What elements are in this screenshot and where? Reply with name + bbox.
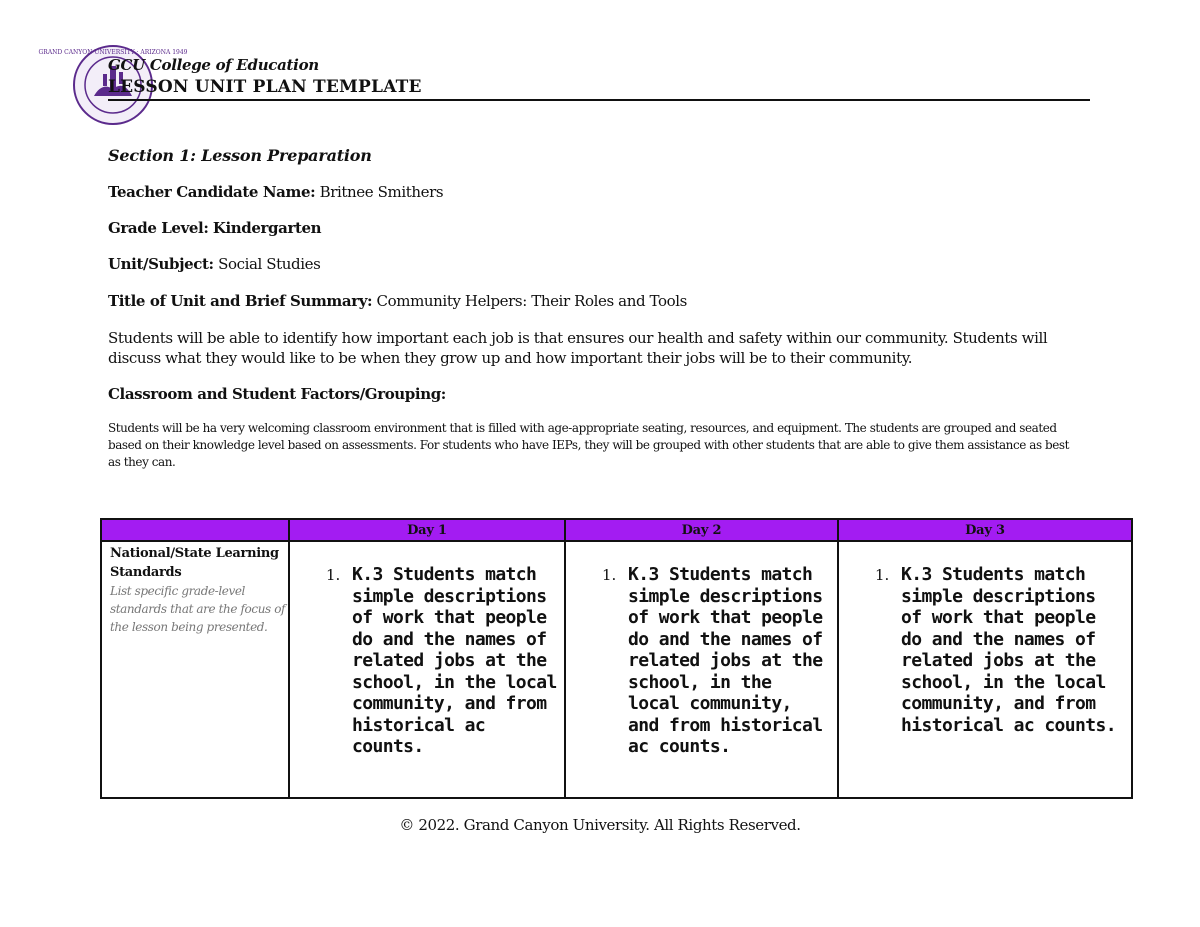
day-2-standard-cell — [565, 541, 838, 798]
header-empty-cell — [101, 519, 289, 541]
seal-text: GRAND CANYON UNIVERSITY · ARIZONA 1949 — [38, 49, 188, 56]
day-2-header: Day 2 — [565, 519, 838, 541]
list-item — [566, 542, 837, 758]
field-value: Community Helpers: Their Roles and Tools — [376, 292, 687, 310]
section-title: Section 1: Lesson Preparation — [108, 146, 372, 165]
field-label: Grade Level: — [108, 219, 209, 237]
day-1-standard-cell — [289, 541, 565, 798]
standard-text: K.3 Students match simple descriptions of work that people do and the names of related jobs at the school, in the local community, and from historical ac counts. — [628, 564, 823, 757]
list-number: 1. — [602, 566, 617, 584]
list-number: 1. — [875, 566, 890, 584]
day-3-standard-cell — [838, 541, 1132, 798]
factors-label: Classroom and Student Factors/Grouping: — [108, 385, 446, 403]
teacher-name-field — [108, 183, 443, 201]
header-title: LESSON UNIT PLAN TEMPLATE — [108, 77, 422, 97]
row-label: National/State Learning Standards — [110, 546, 279, 580]
unit-title-field — [108, 292, 687, 310]
standard-text: K.3 Students match simple descriptions of work that people do and the names of related jobs at the school, in the local community, and from historical ac counts. — [352, 564, 557, 757]
table-header-row — [101, 519, 1132, 541]
grade-level-field — [108, 219, 321, 237]
header-rule — [108, 99, 1090, 101]
day-3-header: Day 3 — [838, 519, 1132, 541]
factors-text: Students will be ha very welcoming classroom environment that is filled with age-appropriate seating, resources, and equipment. The students are grouped and seated based on their knowledge level based on assessments. For students who have IEPs, they will be grouped with other students that are able to give them assistance as best as they can. — [108, 421, 1069, 469]
standard-text: K.3 Students match simple descriptions of work that people do and the names of related jobs at the school, in the local community, and from historical ac counts. — [901, 564, 1116, 736]
row-description: List specific grade-level standards that are the focus of the lesson being presented. — [110, 584, 286, 634]
copyright-footer: © 2022. Grand Canyon University. All Rights Reserved. — [399, 816, 801, 834]
list-item — [839, 542, 1131, 736]
field-value: Social Studies — [218, 255, 321, 273]
standards-label-cell — [101, 541, 289, 798]
field-label: Unit/Subject: — [108, 255, 214, 273]
list-number: 1. — [326, 566, 341, 584]
unit-summary: Students will be able to identify how important each job is that ensures our health and safety within our community. Students will discuss what they would like to be when they grow up and how important their jobs will be to their community. — [108, 329, 1048, 367]
header-school: GCU College of Education — [108, 56, 319, 74]
standards-table — [100, 518, 1133, 799]
list-item — [290, 542, 564, 758]
day-1-header: Day 1 — [289, 519, 565, 541]
field-label: Title of Unit and Brief Summary: — [108, 292, 373, 310]
standards-row — [101, 541, 1132, 798]
unit-subject-field — [108, 255, 320, 273]
field-value: Kindergarten — [212, 219, 322, 237]
field-label: Teacher Candidate Name: — [108, 183, 316, 201]
field-value: Britnee Smithers — [319, 183, 444, 201]
